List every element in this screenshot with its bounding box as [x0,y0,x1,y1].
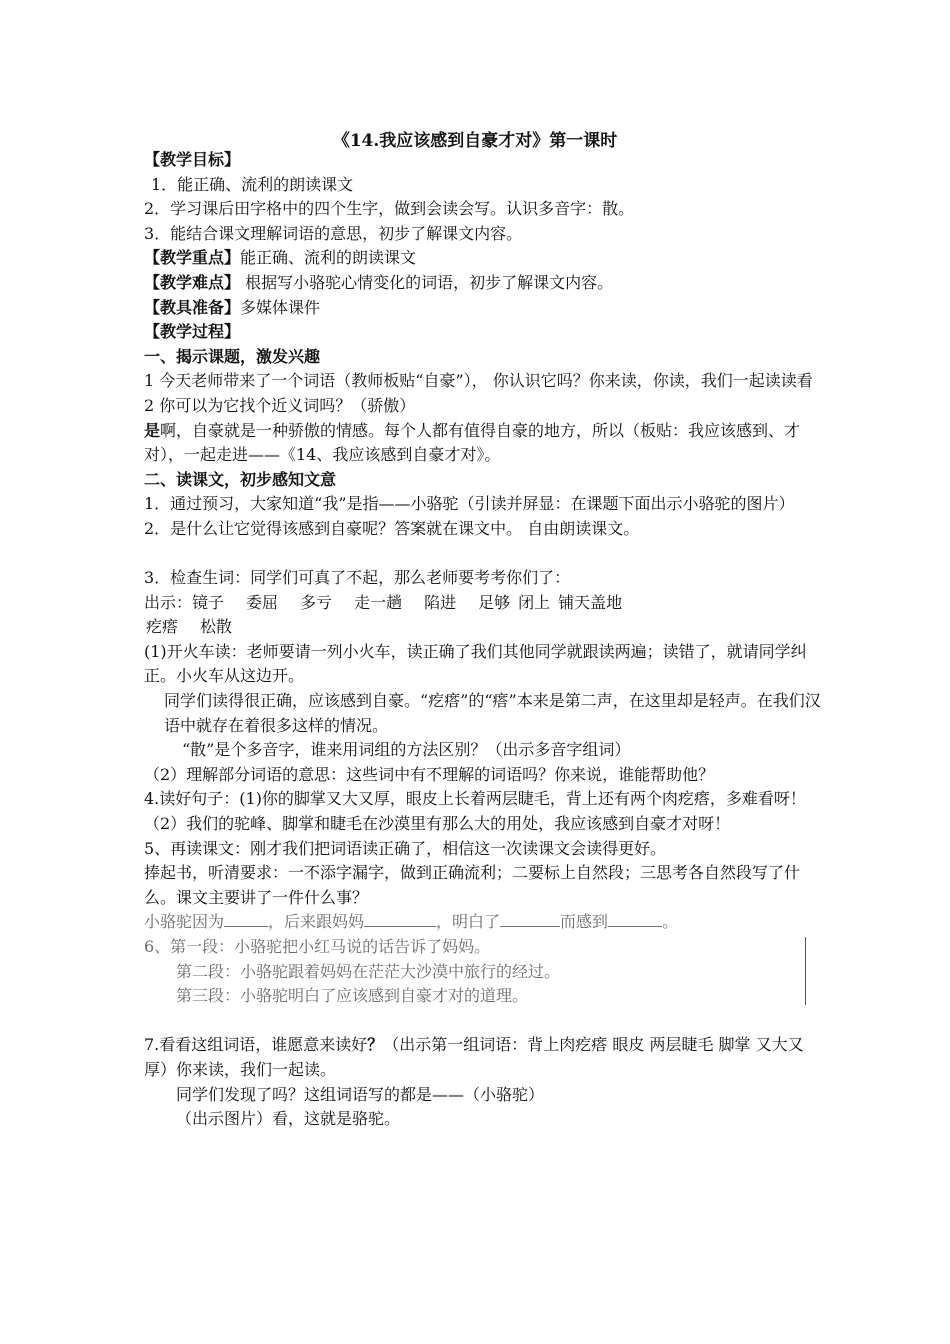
paragraph-text: 啊，自豪就是一种骄傲的情感。每个人都有值得自豪的地方，所以（板贴：我应该感到、才对），一起走进——《14、我应该感到自豪才对》。 [144,420,801,465]
materials-label: 【教具准备】 [144,297,241,317]
vocab-word: 松散 [200,617,233,637]
fill-text: ，明白了 [436,912,501,932]
key-point-row [144,246,824,271]
section1-heading: 一、揭示课题，激发兴趣 [144,346,321,366]
paragraph-text: （出示第一组词语：背上肉疙瘩 眼皮 两层睫毛 脚掌 又大又厚）你来读，我们一起读。 [144,1035,804,1079]
fill-blank [224,910,268,927]
blank-line [144,1009,824,1034]
fill-blank [364,910,436,927]
question-mark: ？ [367,1035,384,1055]
objectives-heading: 【教学目标】 [144,150,241,169]
section1-paragraph [144,419,824,468]
paragraph-summary: 第二段：小骆驼跟着妈妈在茫茫大沙漠中旅行的经过。 [176,961,561,981]
vocab-row [144,591,824,616]
paragraph-text: 7.看看这组词语，谁愿意来读好 [144,1035,368,1055]
vocab-word: 闭上 [518,592,551,612]
section2-paragraph: 5、再读课文：刚才我们把词语读正确了，相信这一次读课文会读得更好。 [144,838,667,858]
fill-blank [500,910,560,927]
vocab-word: 走一趟 [354,592,403,612]
fill-text: 而感到 [560,912,609,932]
vocab-row [144,615,824,640]
section2-paragraph: 同学们发现了吗？这组词语写的都是——（小骆驼） [176,1084,545,1104]
objective-item: 3．能结合课文理解词语的意思，初步了解课文内容。 [144,223,523,243]
fill-text: ，后来跟妈妈 [268,912,365,932]
vocab-word: 多亏 [300,592,333,612]
section2-paragraph: （出示图片）看，这就是骆驼。 [176,1109,401,1129]
section2-paragraph [144,1033,824,1082]
section2-paragraph: 1．通过预习，大家知道“我”是指——小骆驼（引读并屏显：在课题下面出示小骆驼的图片） [144,494,795,514]
section2-paragraph: （2）理解部分词语的意思：这些词中有不理解的词语吗？你来说，谁能帮助他？ [144,764,715,784]
section1-paragraph: 1 今天老师带来了一个词语（教师板贴“自豪”）， 你认识它吗？你来读，你读，我们一起读读看 [144,371,813,391]
vocab-label: 出示： [144,592,193,612]
lesson-title: 《14.我应该感到自豪才对》第一课时 [332,131,618,151]
paragraph-summary: 第三段：小骆驼明白了应该感到自豪才对的道理。 [176,986,529,1006]
section2-paragraph: 2．是什么让它觉得该感到自豪呢？答案就在课文中。 自由朗读课文。 [144,518,640,538]
difficulty-label: 【教学难点】 [144,272,241,292]
section2-paragraph: “散”是个多音字，谁来用词组的方法区别？（出示多音字组词） [182,740,631,760]
section2-paragraph: 4.读好句子：(1)你的脚掌又大又厚，眼皮上长着两层睫毛，背上还有两个肉疙瘩，多难看呀！ [144,789,806,809]
materials-row [144,296,824,321]
section1-paragraph: 2 你可以为它找个近义词吗？（骄傲） [144,395,416,415]
objective-item: 2．学习课后田字格中的四个生字，做到会读会写。认识多音字：散。 [144,199,635,219]
fill-blank [608,910,662,927]
difficulty-row [144,271,824,296]
vocab-word: 铺天盖地 [558,592,623,612]
section2-heading: 二、读课文，初步感知文意 [144,469,337,489]
difficulty-text: 根据写小骆驼心情变化的词语，初步了解课文内容。 [240,272,614,292]
section2-paragraph: 3．检查生词：同学们可真了不起，那么老师要考考你们了： [144,568,571,588]
vocab-word: 疙瘩 [146,617,179,637]
paragraph-summary-block [144,935,824,1009]
vocab-word: 镜子 [192,592,225,612]
blank-line [144,542,824,567]
paragraph-summary: 6、第一段：小骆驼把小红马说的话告诉了妈妈。 [144,937,491,956]
vocab-word: 陷进 [424,592,457,612]
fill-text: 小骆驼因为 [144,912,225,932]
bold-word: 是 [144,420,161,440]
vocab-word: 足够 [478,592,511,612]
process-heading: 【教学过程】 [144,322,241,342]
key-point-label: 【教学重点】 [144,248,241,268]
fill-text: 。 [662,912,679,932]
key-point-text: 能正确、流利的朗读课文 [240,248,417,268]
section2-paragraph: 同学们读得很正确，应该感到自豪。“疙瘩”的“瘩”本来是第二声，在这里却是轻声。在我们汉语中就存在着很多这样的情况。 [164,691,821,735]
fill-in-sentence [144,910,824,935]
lesson-body [144,148,824,1132]
section2-paragraph: （2）我们的驼峰、脚掌和睫毛在沙漠里有那么大的用处，我应该感到自豪才对呀！ [144,814,731,834]
vocab-word: 委屈 [246,592,279,612]
section2-paragraph: (1)开火车读：老师要请一列小火车，读正确了我们其他同学就跟读两遍；读错了，就请同学纠正。小火车从这边开。 [144,641,807,686]
objective-item: 1．能正确、流利的朗读课文 [151,174,354,194]
materials-text: 多媒体课件 [240,297,321,317]
section2-paragraph: 捧起书，听清要求：一不添字漏字，做到正确流利；二要标上自然段；三思考各自然段写了什么。课文主要讲了一件什么事？ [144,863,801,907]
